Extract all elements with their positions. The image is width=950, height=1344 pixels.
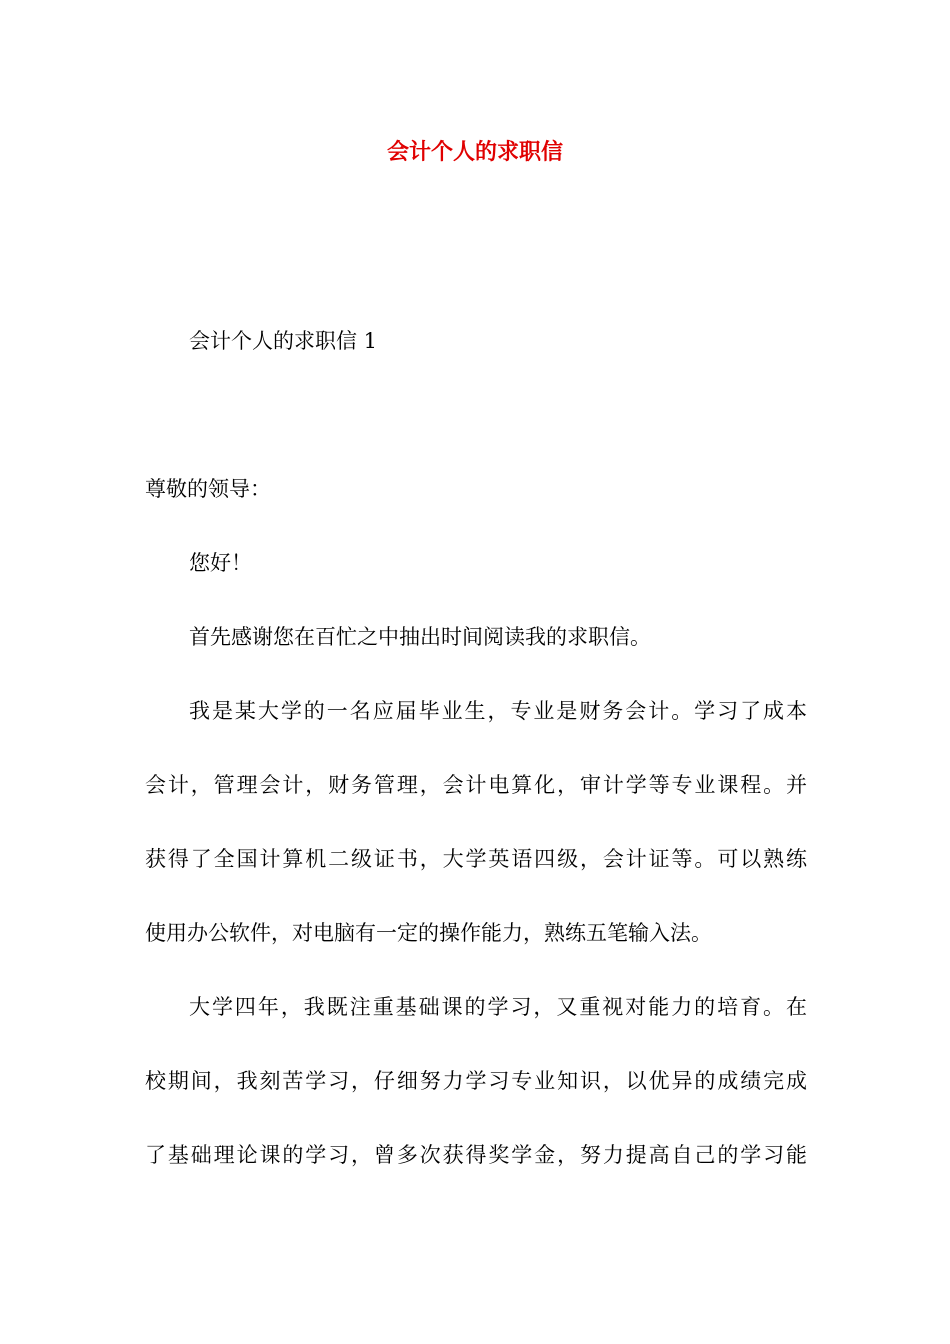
greeting: 您好！ [189,551,252,575]
paragraph-line: 校期间，我刻苦学习，仔细努力学习专业知识，以优异的成绩完成 [145,1069,807,1093]
section-heading: 会计个人的求职信 1 [189,329,378,353]
document-title: 会计个人的求职信 [386,139,563,165]
paragraph-line: 我是某大学的一名应届毕业生，专业是财务会计。学习了成本 [189,699,807,723]
paragraph-3 [145,970,807,1192]
paragraph-line: 使用办公软件，对电脑有一定的操作能力，熟练五笔输入法。 [145,921,712,945]
paragraph-line: 获得了全国计算机二级证书，大学英语四级，会计证等。可以熟练 [145,847,807,871]
paragraph-line: 了基础理论课的学习，曾多次获得奖学金，努力提高自己的学习能 [145,1143,807,1167]
paragraph-line: 会计，管理会计，财务管理，会计电算化，审计学等专业课程。并 [145,773,807,797]
paragraph-line: 大学四年，我既注重基础课的学习，又重视对能力的培育。在 [189,995,807,1019]
salutation: 尊敬的领导： [145,477,271,501]
paragraph-2 [145,674,807,970]
paragraph-1 [145,600,807,674]
paragraph-line: 首先感谢您在百忙之中抽出时间阅读我的求职信。 [189,625,651,649]
